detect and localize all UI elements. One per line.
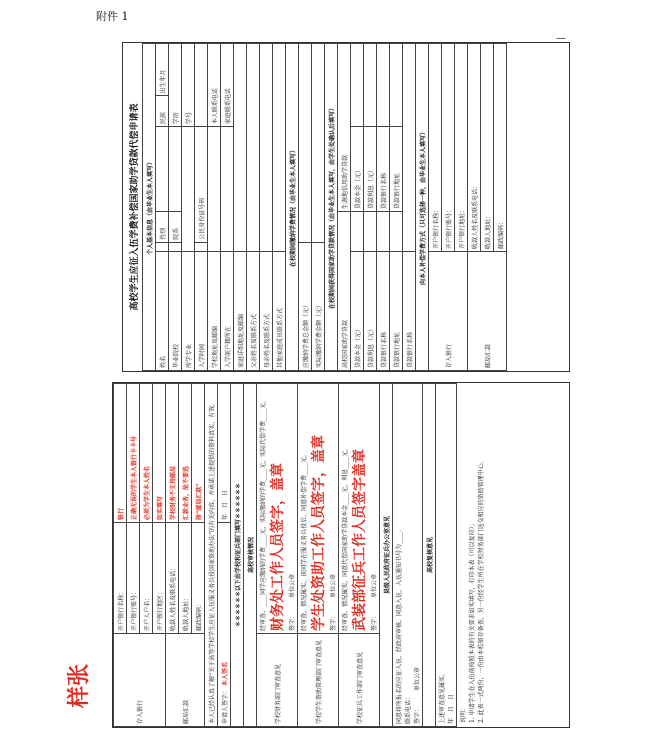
label-home-phone: 家庭联系电话 (221, 44, 234, 127)
bank-group-deposit: 存入银行 (429, 251, 468, 370)
value-enroll[interactable] (195, 242, 208, 251)
application-form-back (112, 382, 570, 728)
sample-watermark: 样张 (66, 663, 92, 708)
loan-label: 贷款本金（元） (351, 127, 364, 212)
note-no-post-3: 择“邮局汇款” (192, 384, 205, 523)
remit-row[interactable]: 邮政编码： (494, 44, 507, 252)
label-hometown: 入学前户籍所在 (221, 251, 234, 370)
label-student-no: 学号 (182, 44, 195, 127)
note-item: 1. 申请学生在入伍前按照本表的有关要求如实填写，打印本表（可以复印）； (469, 520, 476, 723)
label-major: 所学专业 (182, 251, 195, 370)
bank-row[interactable]: 开户银行地址： (455, 44, 468, 252)
label-mother: 母亲姓名及联系方式 (260, 251, 273, 370)
loan-label: 贷款银行地址 (390, 251, 403, 370)
note-no-post-2: 汇款业务，故不要选 (179, 384, 192, 523)
label-dept: 院系 (169, 212, 182, 243)
value-major[interactable] (182, 127, 195, 252)
loan-value[interactable] (351, 44, 364, 127)
remit-row[interactable]: 收款人姓名及联系电话： (166, 523, 179, 634)
pledge-text: 本人已经认真了解“关于高等学校学生应征入伍服义务兵役国家资助办法”的有关内容，并承诺上述提供的资料真实、有效。 (205, 384, 218, 727)
label-self-phone: 本人联系电话 (208, 44, 221, 127)
value-other[interactable] (273, 44, 286, 252)
loan-label: 贷款银行名称 (377, 251, 390, 370)
value-tuition-paid[interactable] (312, 44, 325, 243)
value-dept[interactable] (169, 127, 182, 212)
bank-group-remit: 邮局汇款 (166, 633, 205, 726)
loan-value[interactable] (377, 44, 390, 127)
loan-label: 高校国家助学贷款 (338, 212, 351, 371)
county-phone: 联系电话： (405, 693, 412, 724)
section-tuition: 在校期间缴纳学费情况（由毕业生本人填写） (286, 44, 299, 371)
value-gender[interactable] (156, 127, 169, 212)
label-father: 父亲姓名及联系方式 (247, 251, 260, 370)
loan-label: 贷款银行名称 (377, 127, 390, 212)
province-text: 上述审查意见属实。 (439, 669, 446, 724)
label-gender: 性别 (156, 212, 169, 243)
section-personal: 个人基本信息（由毕业生本人填写） (143, 44, 156, 371)
bank-row[interactable]: 开户银行地区： (153, 523, 166, 634)
loan-value[interactable] (364, 212, 377, 252)
label-other: 其他家庭成员联系方式 (273, 251, 286, 370)
note-item: 2. 此表一式两份，一份由本校留存备查，另一份经学生所在学校财务部门送交相应的资助管理中心。 (478, 457, 485, 723)
label-name: 姓名 (156, 251, 169, 370)
note-no-post: 学校财务不支持邮局 (166, 384, 179, 523)
loan-label: 生源地信用助学贷款 (338, 44, 351, 212)
section-loan: 在校期间获得国家助学贷款情况（由毕业生本人填写，由学生处确认后填写） (325, 44, 338, 371)
loan-value[interactable] (390, 212, 403, 252)
loan-value[interactable] (364, 44, 377, 127)
value-home-addr[interactable] (234, 44, 247, 252)
note-sign: 本人签名 (221, 662, 229, 687)
section-province: 高校复核意见 (423, 384, 436, 727)
tuition-row: 应缴纳学费总金额（元） (299, 242, 312, 370)
bank-row[interactable]: 开户银行名称： (429, 44, 442, 252)
remit-row[interactable]: 收款人姓名及联系电话： (468, 44, 481, 252)
cut-line: ＊＊＊＊＊＊以下由学校和征兵部门填写＊＊＊＊＊＊ (231, 384, 244, 727)
value-school[interactable] (169, 242, 182, 251)
loan-value[interactable] (390, 44, 403, 127)
note-own-name: 必须为学生本人姓名 (140, 384, 153, 523)
label-school-addr: 学校地址及邮编 (208, 251, 221, 370)
label-birth: 出生年月 (156, 44, 169, 96)
value-school-addr[interactable] (208, 127, 221, 252)
loan-label: 贷款利息（元） (364, 251, 377, 370)
notes (457, 383, 488, 727)
value-father[interactable] (247, 44, 260, 252)
loan-value[interactable] (403, 44, 416, 252)
value-name[interactable] (156, 242, 169, 251)
school-row-label: 学校财务部门审查意见 (257, 633, 298, 726)
school-text: 经审查，情况属实，该同学在服义务兵役后，同意补偿学费____元。 (301, 450, 308, 631)
bank-row[interactable]: 开户银行名称： (114, 523, 127, 634)
section-county: 县级人民政府征兵办公室意见 (380, 384, 393, 727)
label-education: 学历 (169, 44, 182, 127)
tuition-row: 实际缴纳学费金额（元） (312, 242, 325, 370)
attachment-label: 附件 1 (96, 10, 129, 23)
stamp-aid: 学生处资助工作人员签字，盖章 (311, 434, 327, 631)
sign-line: 签字： 单位公章 (289, 573, 296, 631)
province-date: 年 月 日 (448, 693, 455, 724)
label-enroll: 入学时间 (195, 251, 208, 370)
remit-row[interactable]: 收款人地址： (481, 44, 494, 252)
label-id: 公民身份证号码 (195, 127, 208, 243)
label-school: 毕业院校 (169, 251, 182, 370)
school-text: 经审查，____同学应缴纳的学费____元，实际缴纳的学费____元，实际代偿学费____元。 (260, 396, 267, 631)
personal-info-table (142, 43, 507, 371)
loan-label: 贷款本金（元） (351, 251, 364, 370)
back-bank-table (113, 383, 457, 727)
loan-label: 贷款利息（元） (364, 127, 377, 212)
section-bank: 向本人补偿学费方式（只可选择一种，由毕业生本人填写） (416, 44, 429, 371)
county-text: 同意将所报名的应征入伍，经政府审核，同意入伍，入伍通知书号为____。 (396, 525, 403, 724)
form-title: 高校学生应征入伍学费补偿国家助学贷款代偿申请表 (130, 103, 140, 311)
remit-row[interactable]: 邮政编码： (192, 523, 205, 634)
notes-title: 说明： (460, 704, 467, 723)
label-home-addr: 家庭详细地址及邮编 (234, 251, 247, 370)
date: 年 月 日 (218, 384, 231, 523)
corner-mark: — (556, 33, 566, 44)
loan-label: 贷款银行名称 (403, 251, 416, 370)
note-card-number: 正确无误的学生本人银行卡卡号 (127, 384, 140, 523)
bank-group-deposit: 存入银行 (114, 633, 166, 726)
county-sign: 签字： 单位公章 (414, 666, 421, 724)
school-text: 经审查，情况属实，同意代偿国家助学贷款本金____元、利息____元。 (342, 444, 349, 631)
loan-value[interactable] (377, 212, 390, 252)
bank-row[interactable]: 开户银行账号： (127, 523, 140, 634)
remit-row[interactable]: 收款人地址： (179, 523, 192, 634)
sign-line: 签字： 单位公章 (371, 573, 378, 631)
value-mother[interactable] (260, 44, 273, 252)
loan-value[interactable] (351, 212, 364, 252)
value-tuition-due[interactable] (299, 44, 312, 243)
bank-row[interactable]: 开户人户名： (140, 523, 153, 634)
bank-group-remit: 邮局汇款 (468, 251, 507, 370)
applicant-sign: 申请人签字： (221, 687, 229, 724)
application-form-front (122, 42, 570, 372)
value-hometown[interactable] (221, 127, 234, 252)
school-row-label: 学校学生资助管理部门审查意见 (298, 633, 339, 726)
label-ethnicity: 民族 (156, 96, 169, 127)
value-id[interactable] (195, 44, 208, 127)
loan-label: 贷款银行地址 (390, 127, 403, 212)
stamp-finance: 财务处工作人员签字，盖章 (270, 462, 286, 631)
section-school: 高校审核情况 (244, 384, 257, 727)
bank-suffix: 银行 (114, 384, 127, 523)
sign-line: 签字： 单位公章 (330, 573, 337, 631)
note-truthful: 如实填写 (153, 384, 166, 523)
bank-row[interactable]: 开户银行账号： (442, 44, 455, 252)
school-row-label: 学校征兵工作部门审查意见 (339, 633, 380, 726)
stamp-recruit: 武装部征兵工作人员签字盖章 (352, 448, 368, 631)
